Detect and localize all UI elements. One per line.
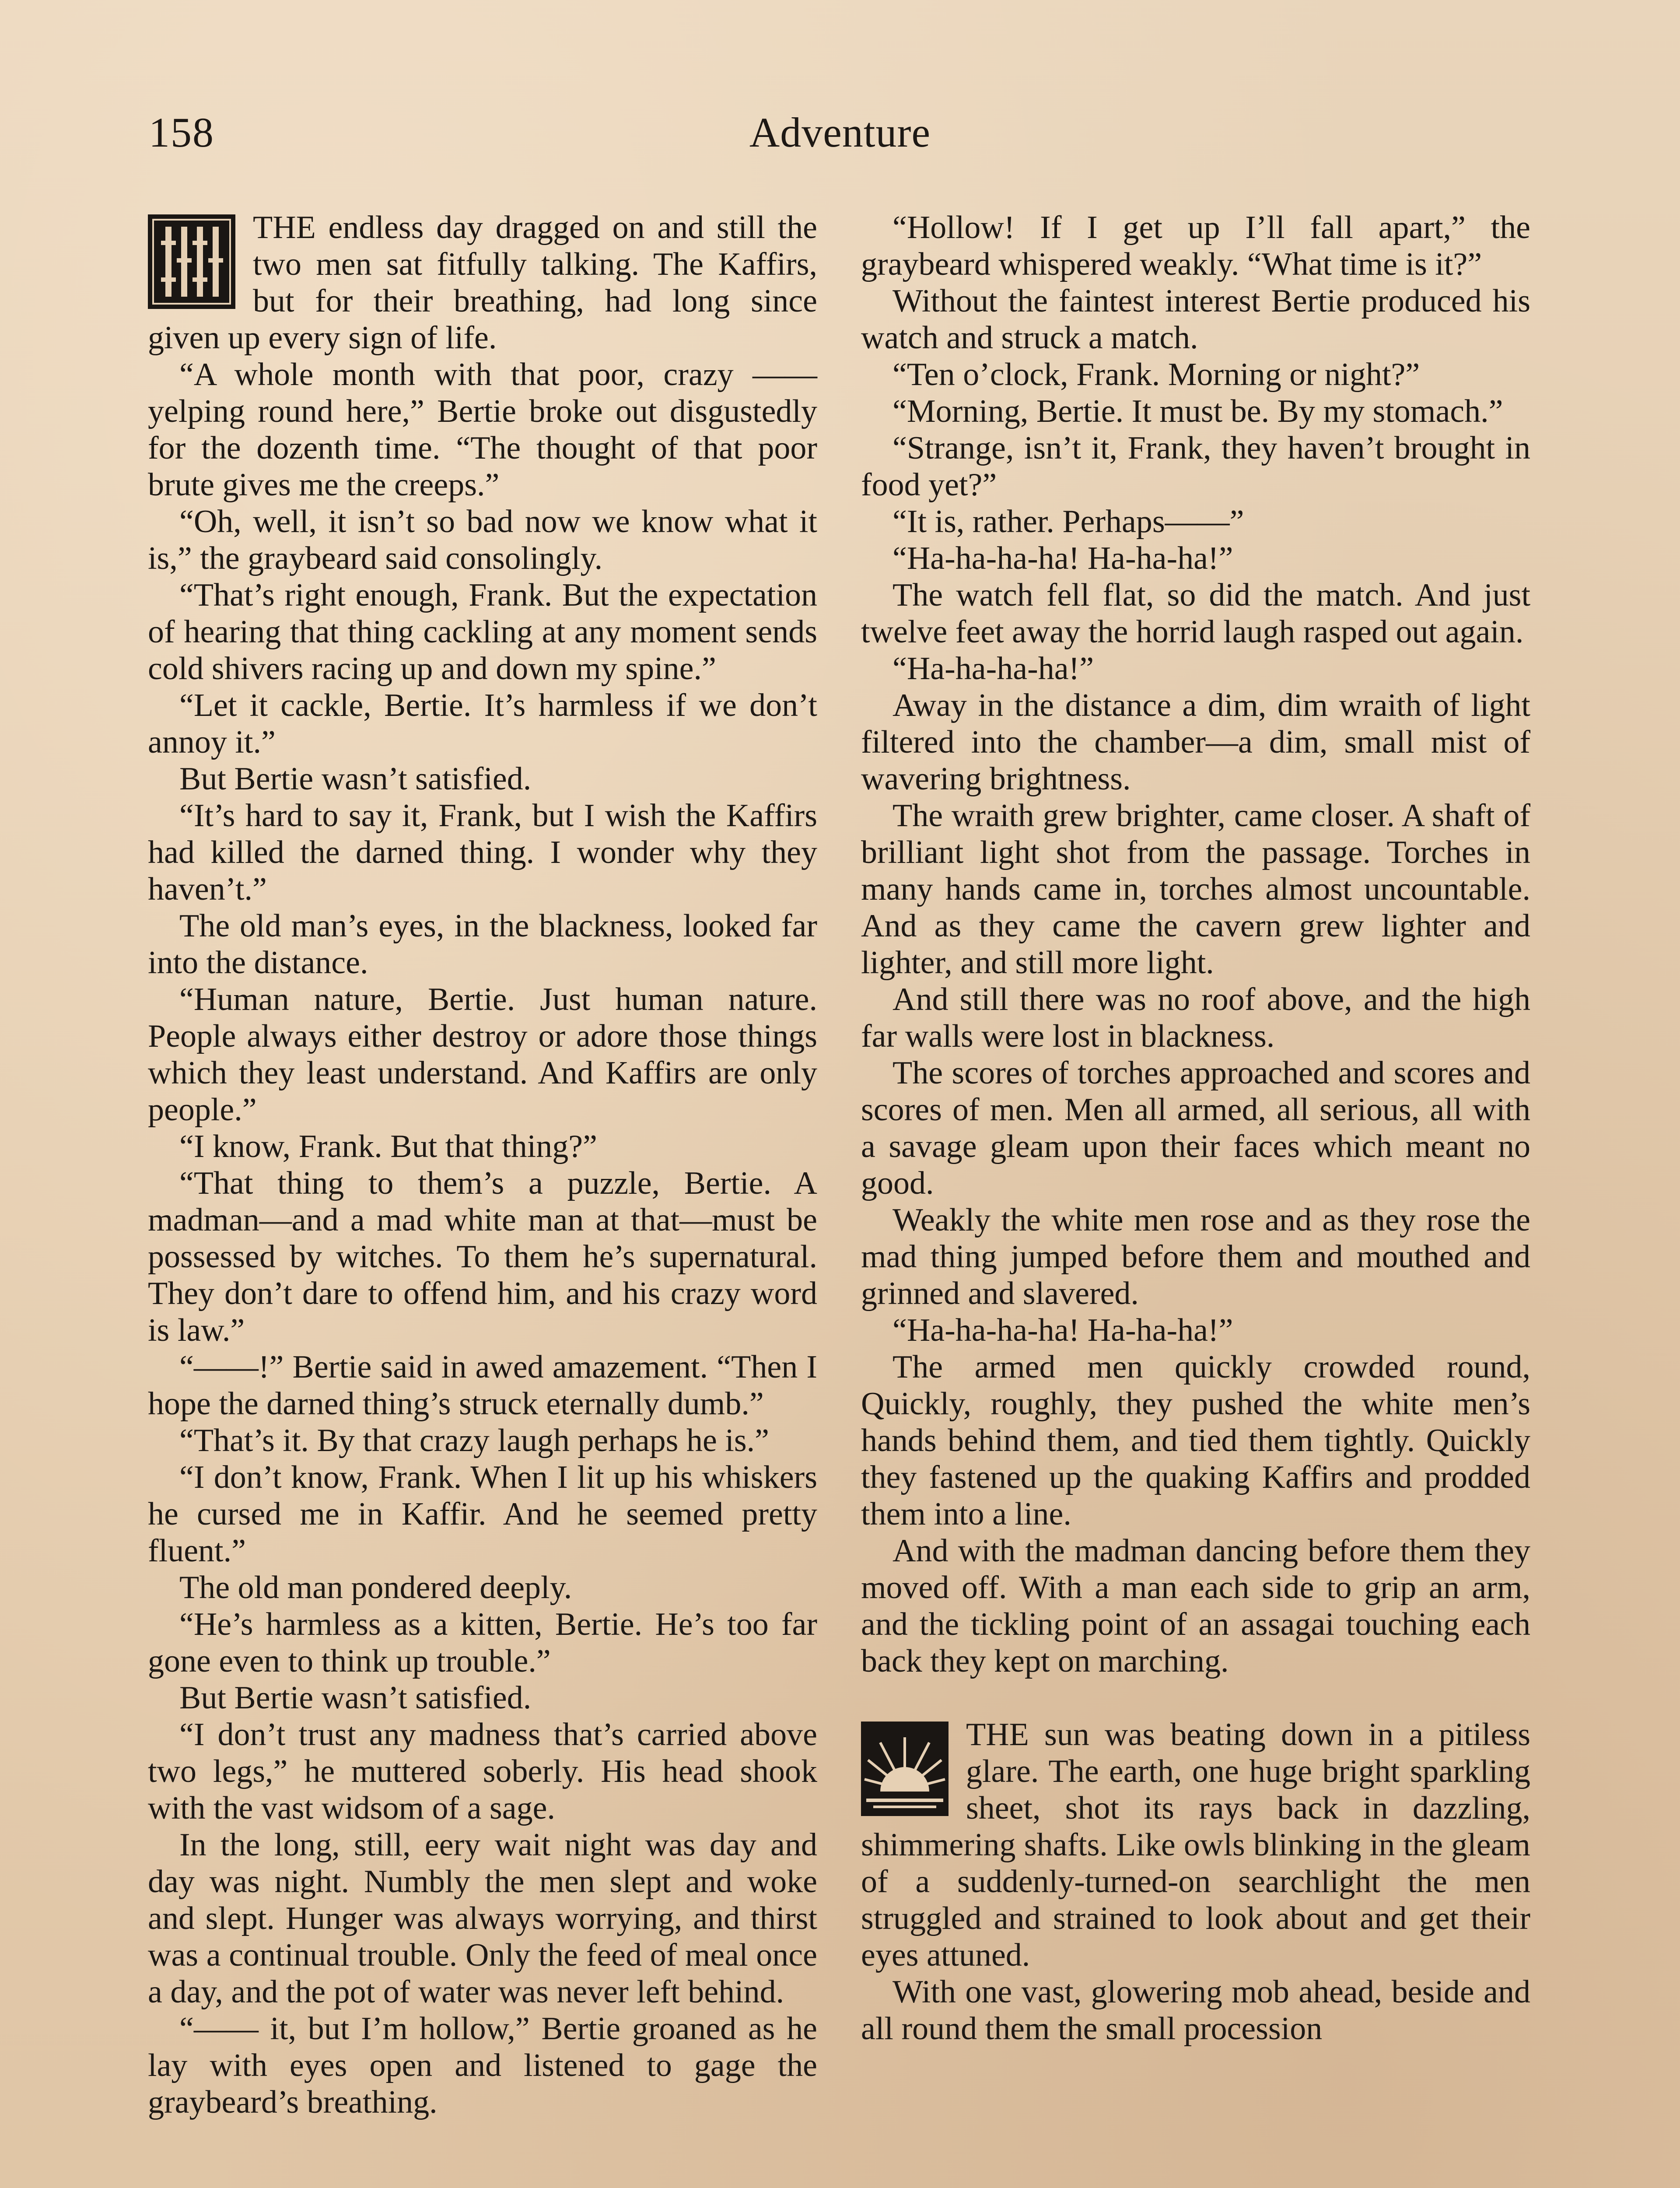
left-column [148, 209, 817, 2121]
paragraph: Weakly the white men rose and as they rose the mad thing jumped before them and mouthed and grinned and slavered. [861, 1202, 1530, 1311]
paragraph: The wraith grew brighter, came closer. A shaft of brilliant light shot from the passage. Torches in many hands came in, torches almost uncountable. And as they came the cavern grew lighter and lighter, and still more light. [861, 798, 1530, 981]
paragraph: Without the faintest interest Bertie produced his watch and struck a match. [861, 283, 1530, 356]
paragraph: “It is, rather. Perhaps——” [892, 504, 1244, 540]
section-break [861, 1680, 1530, 1716]
running-head: Adventure [749, 109, 931, 156]
paragraph: The armed men quickly crowded round, Quickly, roughly, they pushed the white men’s hands behind them, and tied them tightly. Quickly they fastened up the quaking Kaffirs and prodded them into a line. [861, 1349, 1530, 1532]
paragraph: “It’s hard to say it, Frank, but I wish the Kaffirs had killed the darned thing. I wonder why they haven’t.” [148, 798, 817, 907]
paragraph: “Human nature, Bertie. Just human nature. People always either destroy or adore those things which they least understand. And Kaffirs are only people.” [148, 982, 817, 1128]
paragraph: “He’s harmless as a kitten, Bertie. He’s too far gone even to think up trouble.” [148, 1606, 817, 1679]
paragraph: “That’s it. By that crazy laugh perhaps he is.” [179, 1423, 770, 1459]
paragraph: “Strange, isn’t it, Frank, they haven’t brought in food yet?” [861, 430, 1530, 503]
paragraph: “That thing to them’s a puzzle, Bertie. A madman—and a mad white man at that—must be possessed by witches. To them he’s supernatural. They don’t dare to offend him, and his crazy word is law.” [148, 1165, 817, 1348]
paragraph: THE sun was beating down in a pitiless glare. The earth, one huge bright sparkling sheet, shot its rays back in dazzling, shimmering shafts. Like owls blinking in the gleam of a suddenly-turned-on searchlight the men struggled and strained to look about and get their eyes attuned. [861, 1717, 1530, 1973]
paragraph: “A whole month with that poor, crazy —— yelping round here,” Bertie broke out disgustedly for the dozenth time. “The thought of that poor brute gives me the creeps.” [148, 357, 817, 503]
paragraph: And with the madman dancing before them they moved off. With a man each side to grip an arm, and the tickling point of an assagai touching each back they kept on marching. [861, 1533, 1530, 1679]
paragraph: “Oh, well, it isn’t so bad now we know what it is,” the graybeard said consolingly. [148, 504, 817, 576]
paragraph: The watch fell flat, so did the match. And just twelve feet away the horrid laugh rasped out again. [861, 577, 1530, 650]
paragraph: “——!” Bertie said in awed amazement. “Then I hope the darned thing’s struck eternally dumb.” [148, 1349, 817, 1422]
paragraph: “I don’t know, Frank. When I lit up his whiskers he cursed me in Kaffir. And he seemed pretty fluent.” [148, 1459, 817, 1569]
paragraph: And still there was no roof above, and the high far walls were lost in blackness. [861, 982, 1530, 1054]
paragraph: THE endless day dragged on and still the two men sat fitfully talking. The Kaffirs, but for their breathing, had long since given up every sign of life. [148, 210, 817, 356]
paragraph: “Ten o’clock, Frank. Morning or night?” [892, 357, 1420, 393]
paragraph: “Ha-ha-ha-ha!” [892, 651, 1094, 687]
paragraph: “Ha-ha-ha-ha! Ha-ha-ha!” [892, 540, 1233, 576]
right-column [861, 209, 1530, 2047]
paragraph: “I know, Frank. But that thing?” [179, 1129, 597, 1164]
paragraph: “Let it cackle, Bertie. It’s harmless if we don’t annoy it.” [148, 687, 817, 760]
sunrise-ornament-icon [861, 1722, 948, 1816]
page-number: 158 [149, 109, 214, 156]
paragraph: “Hollow! If I get up I’ll fall apart,” the graybeard whispered weakly. “What time is it?” [861, 210, 1530, 282]
paragraph: But Bertie wasn’t satisfied. [179, 1680, 532, 1716]
paragraph: The old man pondered deeply. [179, 1570, 572, 1606]
paragraph: In the long, still, eery wait night was day and day was night. Numbly the men slept and woke and slept. Hunger was always worrying, and thirst was a continual trouble. Only the feed of meal once a day, and the pot of water was never left behind. [148, 1827, 817, 2010]
paragraph: Away in the distance a dim, dim wraith of light filtered into the chamber—a dim, small mist of wavering brightness. [861, 687, 1530, 797]
paragraph: With one vast, glowering mob ahead, beside and all round them the small procession [861, 1974, 1530, 2047]
paragraph: The old man’s eyes, in the blackness, looked far into the distance. [148, 908, 817, 981]
bars-ornament-icon [148, 214, 235, 309]
paragraph: “Ha-ha-ha-ha! Ha-ha-ha!” [892, 1312, 1233, 1348]
paragraph: “—— it, but I’m hollow,” Bertie groaned as he lay with eyes open and listened to gage the graybeard’s breathing. [148, 2011, 817, 2120]
paragraph: “That’s right enough, Frank. But the expectation of hearing that thing cackling at any moment sends cold shivers racing up and down my spine.” [148, 577, 817, 687]
paragraph: The scores of torches approached and scores and scores of men. Men all armed, all serious, all with a savage gleam upon their faces which meant no good. [861, 1055, 1530, 1201]
paragraph: “I don’t trust any madness that’s carried above two legs,” he muttered soberly. His head shook with the vast widsom of a sage. [148, 1717, 817, 1826]
paragraph: But Bertie wasn’t satisfied. [179, 761, 532, 797]
paragraph: “Morning, Bertie. It must be. By my stomach.” [892, 393, 1503, 429]
